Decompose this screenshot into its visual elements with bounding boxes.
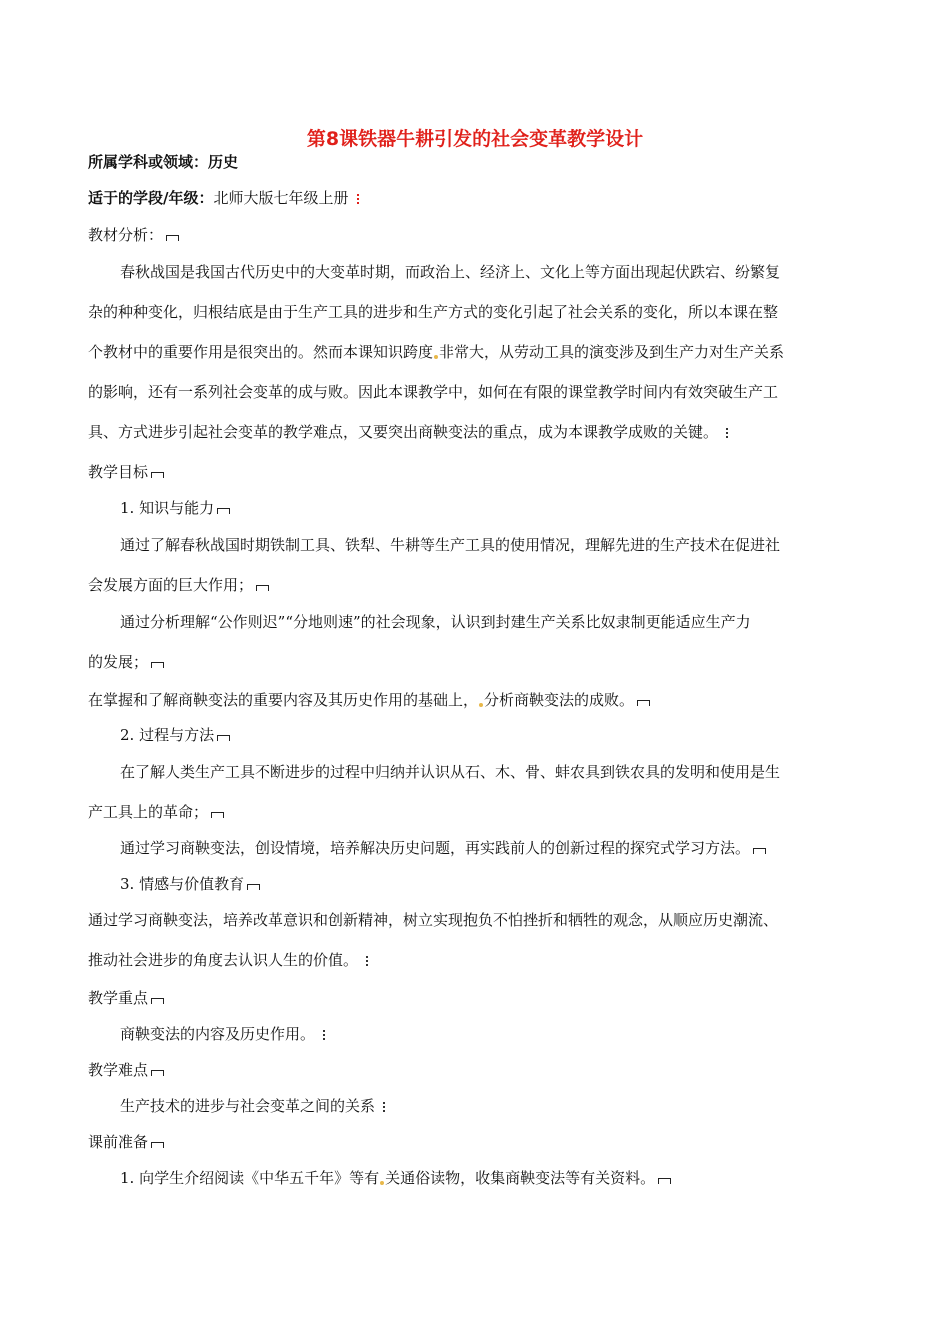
line-break-mark-icon — [217, 735, 230, 741]
prep-line: 1. 向学生介绍阅读《中华五千年》等有 关通俗读物，收集商鞅变法等有关资料。 — [120, 1168, 671, 1188]
difficulty-line-row — [120, 1096, 385, 1116]
line-break-mark-icon — [166, 235, 179, 241]
prep-heading-row — [88, 1132, 164, 1152]
goal2-line: 产工具上的革命； — [88, 802, 224, 822]
grade-value: 北师大版七年级上册 — [213, 189, 349, 207]
goal1-line: 通过分析理解“公作则迟”“分地则速”的社会现象，认识到封建生产关系比奴隶制更能适应生产力 — [120, 613, 751, 631]
analysis-heading: 教材分析： — [88, 226, 164, 244]
goal3-line: 通过学习商鞅变法，培养改革意识和创新精神，树立实现抱负不怕挫折和牺牲的观念，从顺应历史潮流、 — [88, 911, 779, 929]
line-break-mark-icon — [151, 1142, 164, 1148]
goal1-line: 的发展； — [88, 652, 164, 672]
line-break-mark-icon — [217, 508, 230, 514]
goal1-heading-row — [120, 498, 230, 518]
analysis-line: 杂的种种变化，归根结底是由于生产工具的进步和生产方式的变化引起了社会关系的变化，所以本课在整 — [88, 303, 779, 321]
paragraph-mark-icon — [323, 1028, 325, 1042]
anchor-dot-icon — [380, 1181, 384, 1185]
paragraph-mark-icon — [357, 192, 359, 206]
analysis-line: 具、方式进步引起社会变革的教学难点，又要突出商鞅变法的重点，成为本课教学成败的关键。 — [88, 422, 728, 442]
line-break-mark-icon — [151, 472, 164, 478]
line-break-mark-icon — [637, 700, 650, 706]
line-break-mark-icon — [753, 848, 766, 854]
line-break-mark-icon — [151, 662, 164, 668]
difficulty-heading: 教学难点 — [88, 1061, 149, 1079]
analysis-line: 个教材中的重要作用是很突出的。然而本课知识跨度 非常大，从劳动工具的演变涉及到生产力对生产关系 — [88, 343, 785, 361]
analysis-heading-row — [88, 225, 179, 245]
anchor-dot-icon — [434, 355, 438, 359]
paragraph-mark-icon — [726, 426, 728, 440]
grade-label: 适于的学段/年级： — [88, 189, 214, 207]
line-break-mark-icon — [256, 585, 269, 591]
goal1-line: 会发展方面的巨大作用； — [88, 575, 269, 595]
key-heading: 教学重点 — [88, 989, 149, 1007]
key-line: 商鞅变法的内容及历史作用。 — [120, 1025, 316, 1043]
goal2-line: 通过学习商鞅变法，创设情境，培养解决历史问题，再实践前人的创新过程的探究式学习方法。 — [120, 838, 766, 858]
key-heading-row — [88, 988, 164, 1008]
goal2-heading-row — [120, 725, 230, 745]
goal3-heading: 3. 情感与价值教育 — [120, 875, 245, 893]
prep-heading: 课前准备 — [88, 1133, 149, 1151]
paragraph-mark-icon — [366, 954, 368, 968]
difficulty-heading-row — [88, 1060, 164, 1080]
analysis-line: 春秋战国是我国古代历史中的大变革时期，而政治上、经济上、文化上等方面出现起伏跌宕、纷繁复 — [120, 263, 781, 281]
line-break-mark-icon — [658, 1178, 671, 1184]
anchor-dot-icon — [479, 703, 483, 707]
goal1-line: 通过了解春秋战国时期铁制工具、铁犁、牛耕等生产工具的使用情况，理解先进的生产技术在促进社 — [120, 536, 781, 554]
line-break-mark-icon — [151, 1070, 164, 1076]
line-break-mark-icon — [247, 884, 260, 890]
difficulty-line: 生产技术的进步与社会变革之间的关系 — [120, 1097, 376, 1115]
goals-heading-row — [88, 462, 164, 482]
line-break-mark-icon — [151, 998, 164, 1004]
paragraph-mark-icon — [383, 1100, 385, 1114]
goals-heading: 教学目标 — [88, 463, 149, 481]
key-line-row — [120, 1024, 325, 1044]
grade-row — [88, 188, 359, 208]
line-break-mark-icon — [211, 812, 224, 818]
goal2-line: 在了解人类生产工具不断进步的过程中归纳并认识从石、木、骨、蚌农具到铁农具的发明和使用是生 — [120, 763, 781, 781]
goal1-heading: 1. 知识与能力 — [120, 499, 215, 517]
goal3-heading-row — [120, 874, 260, 894]
goal2-heading: 2. 过程与方法 — [120, 726, 215, 744]
goal3-line: 推动社会进步的角度去认识人生的价值。 — [88, 950, 368, 970]
document-title: 第8课铁器牛耕引发的社会变革教学设计 — [306, 128, 644, 150]
subject-label: 所属学科或领域：历史 — [88, 153, 239, 171]
analysis-line: 的影响，还有一系列社会变革的成与败。因此本课教学中，如何在有限的课堂教学时间内有效突破生产工 — [88, 383, 779, 401]
goal1-line: 在掌握和了解商鞅变法的重要内容及其历史作用的基础上， 分析商鞅变法的成败。 — [88, 690, 650, 710]
